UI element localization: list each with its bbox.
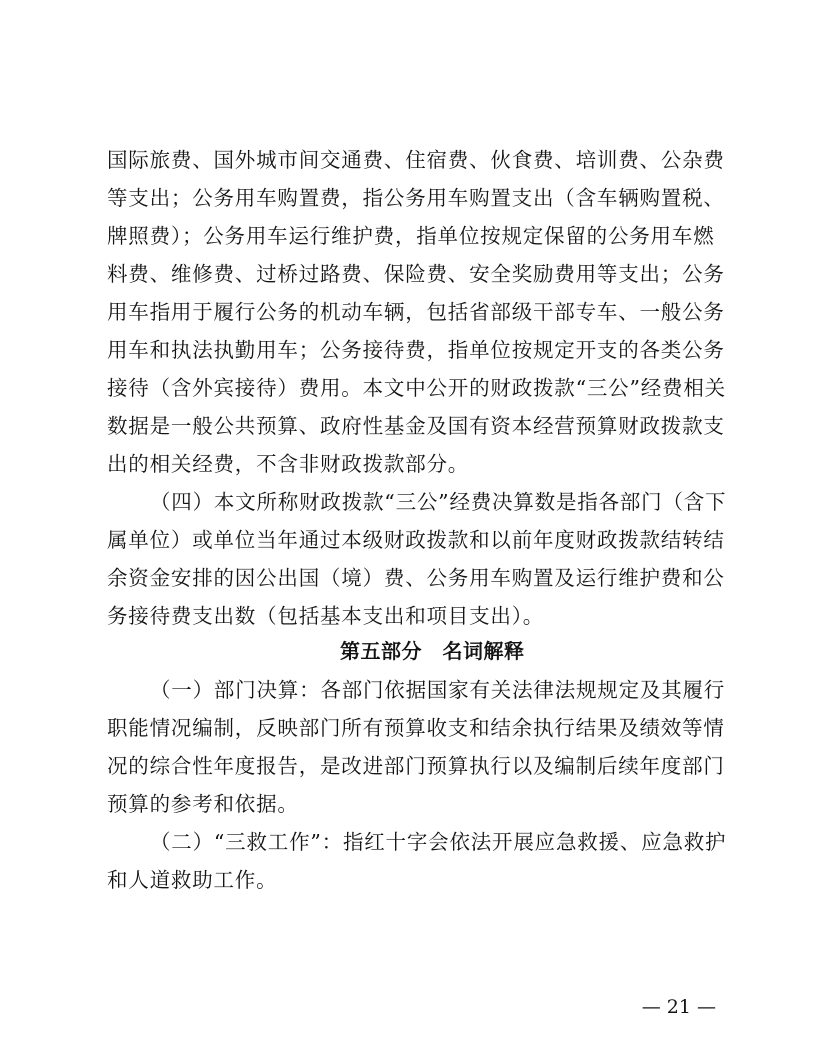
text-line: 数据是一般公共预算、政府性基金及国有资本经营预算财政拨款支 bbox=[107, 414, 725, 438]
text-line: 务接待费支出数（包括基本支出和项目支出）。 bbox=[107, 604, 545, 628]
text-line: （四）本文所称财政拨款“三公”经费决算数是指各部门（含下 bbox=[150, 490, 727, 514]
section-heading: 第五部分 名词解释 bbox=[340, 639, 525, 663]
text-line: （一）部门决算：各部门依据国家有关法律法规规定及其履行 bbox=[150, 678, 726, 702]
text-line: 职能情况编制，反映部门所有预算收支和结余执行结果及绩效等情 bbox=[107, 716, 725, 740]
text-line: 料费、维修费、过桥过路费、保险费、安全奖励费用等支出；公务 bbox=[107, 262, 725, 286]
text-line: 牌照费）；公务用车运行维护费，指单位按规定保留的公务用车燃 bbox=[107, 224, 715, 248]
text-line: 用车和执法执勤用车；公务接待费，指单位按规定开支的各类公务 bbox=[107, 338, 725, 362]
text-line: 接待（含外宾接待）费用。本文中公开的财政拨款“三公”经费相关 bbox=[107, 376, 726, 400]
page-number: — 21 — bbox=[641, 996, 716, 1018]
text-line: 出的相关经费，不含非财政拨款部分。 bbox=[107, 452, 470, 476]
text-line: 等支出；公务用车购置费，指公务用车购置支出（含车辆购置税、 bbox=[107, 186, 725, 210]
text-line: 况的综合性年度报告，是改进部门预算执行以及编制后续年度部门 bbox=[107, 754, 725, 778]
text-line: 属单位）或单位当年通过本级财政拨款和以前年度财政拨款结转结 bbox=[107, 528, 725, 552]
text-line: 国际旅费、国外城市间交通费、住宿费、伙食费、培训费、公杂费 bbox=[107, 148, 725, 172]
text-line: 余资金安排的因公出国（境）费、公务用车购置及运行维护费和公 bbox=[107, 566, 725, 590]
text-line: 和人道救助工作。 bbox=[107, 868, 278, 892]
text-line: 预算的参考和依据。 bbox=[107, 792, 299, 816]
text-line: 用车指用于履行公务的机动车辆，包括省部级干部专车、一般公务 bbox=[107, 300, 725, 324]
text-line: （二）“三救工作”：指红十字会依法开展应急救援、应急救护 bbox=[150, 830, 727, 854]
